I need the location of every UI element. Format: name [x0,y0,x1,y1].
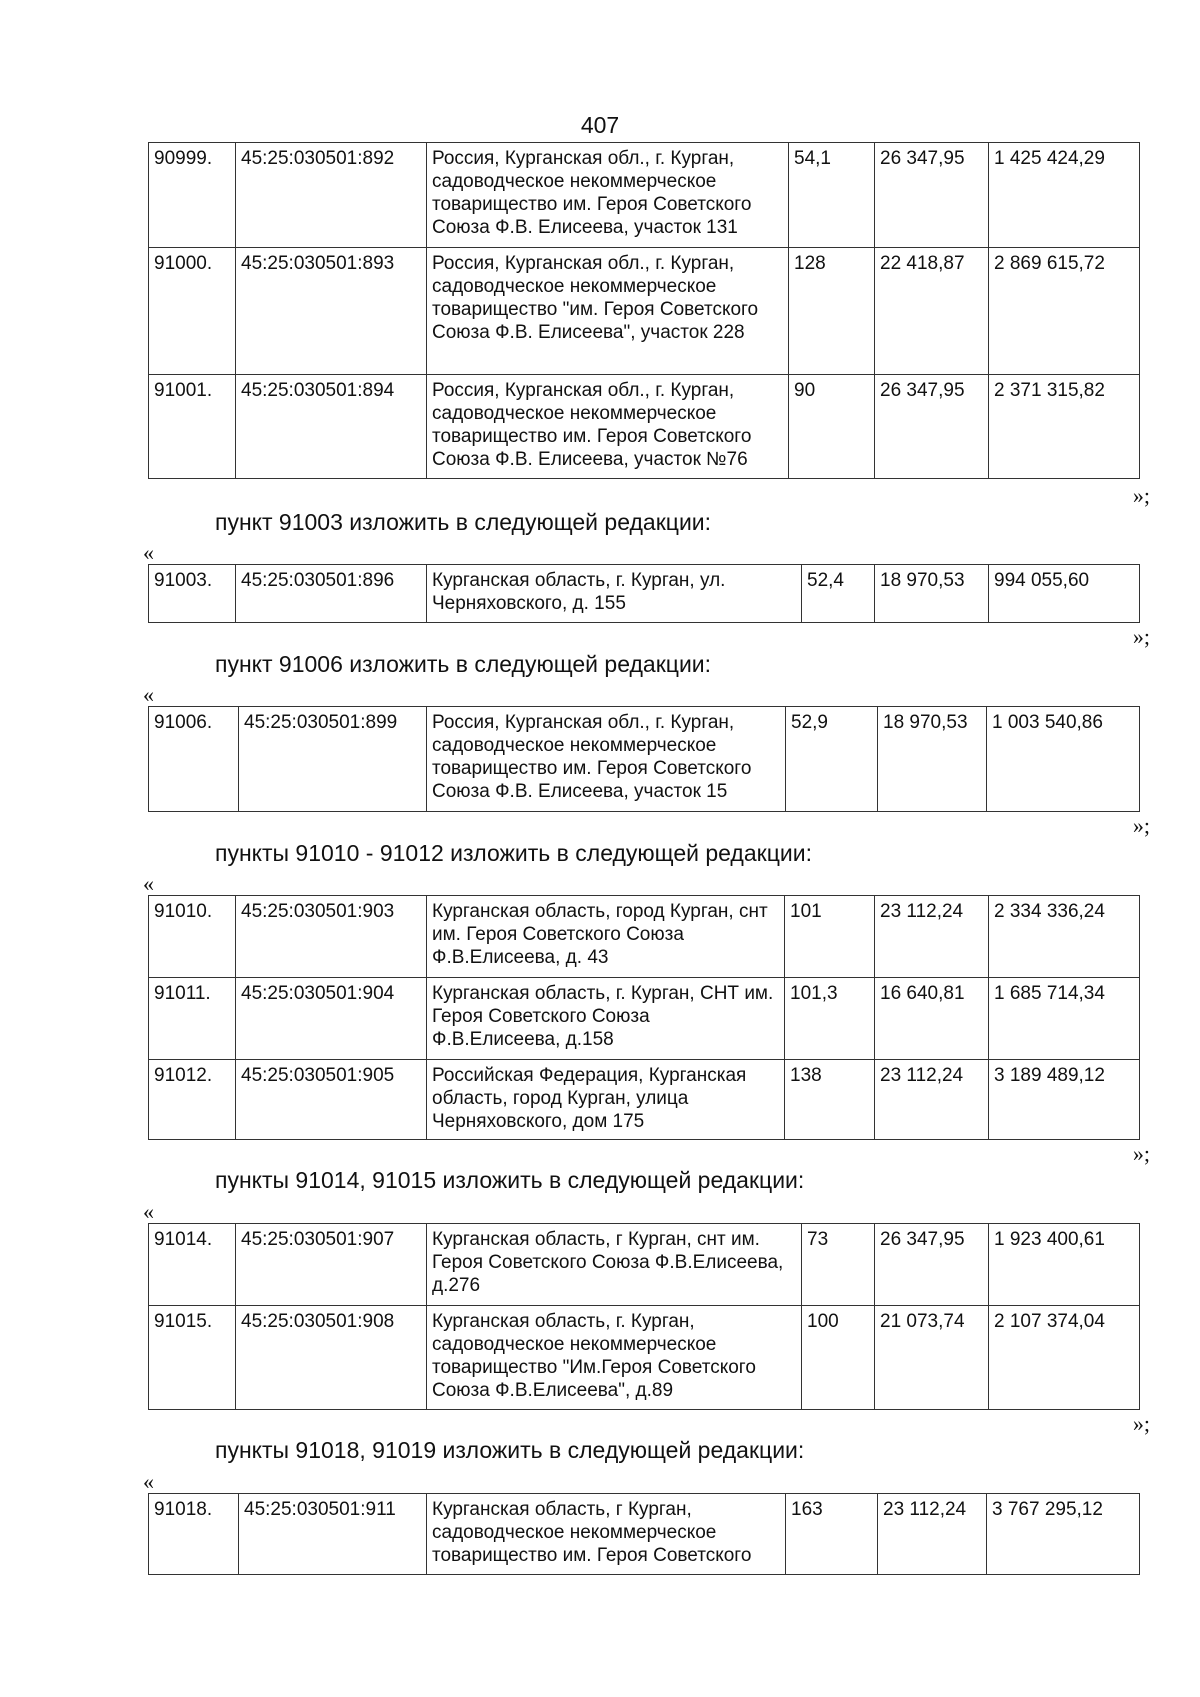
property-table-5 [148,1223,1140,1410]
cell-rate: 22 418,87 [875,248,989,375]
cell-rate: 16 640,81 [875,978,989,1060]
cell-value: 1 003 540,86 [987,707,1140,812]
property-table-6 [148,1493,1140,1575]
cell-rate: 26 347,95 [875,143,989,248]
cell-address: Россия, Курганская обл., г. Курган, садоводческое некоммерческое товарищество "им. Героя Советского Союза Ф.В. Елисеева", участок 228 [427,248,789,375]
cell-rate: 26 347,95 [875,375,989,479]
cell-area: 52,4 [802,565,875,623]
cell-value: 994 055,60 [989,565,1140,623]
opening-quote: « [143,1469,154,1494]
cell-cadastral: 45:25:030501:894 [236,375,427,479]
table-row [149,248,1140,375]
page-number: 407 [580,112,620,138]
cell-address: Россия, Курганская обл., г. Курган, садоводческое некоммерческое товарищество им. Героя Советского Союза Ф.В. Елисеева, участок №76 [427,375,789,479]
cell-rate: 18 970,53 [878,707,987,812]
amendment-instruction: пункты 91014, 91015 изложить в следующей редакции: [215,1167,805,1193]
cell-number: 91003. [149,565,236,623]
table-row [149,896,1140,978]
cell-area: 101,3 [785,978,875,1060]
closing-quote: »; [1132,1411,1150,1436]
cell-address: Курганская область, г. Курган, ул. Черняховского, д. 155 [427,565,802,623]
cell-cadastral: 45:25:030501:907 [236,1224,427,1306]
table-row [149,1060,1140,1140]
cell-rate: 23 112,24 [878,1494,987,1575]
cell-cadastral: 45:25:030501:893 [236,248,427,375]
table-row [149,1306,1140,1410]
closing-quote: »; [1132,483,1150,508]
property-table-3 [148,706,1140,812]
cell-value: 2 371 315,82 [989,375,1140,479]
table-row [149,707,1140,812]
cell-number: 91006. [149,707,239,812]
cell-value: 2 869 615,72 [989,248,1140,375]
opening-quote: « [143,540,154,565]
property-table-1 [148,142,1140,479]
cell-number: 91015. [149,1306,236,1410]
cell-rate: 23 112,24 [875,896,989,978]
cell-number: 91012. [149,1060,236,1140]
table-row [149,375,1140,479]
cell-rate: 23 112,24 [875,1060,989,1140]
closing-quote: »; [1132,624,1150,649]
cell-cadastral: 45:25:030501:905 [236,1060,427,1140]
amendment-instruction: пункты 91010 - 91012 изложить в следующей редакции: [215,840,812,866]
cell-area: 138 [785,1060,875,1140]
closing-quote: »; [1132,813,1150,838]
cell-value: 1 685 714,34 [989,978,1140,1060]
cell-address: Курганская область, г. Курган, садоводческое некоммерческое товарищество "Им.Героя Советского Союза Ф.В.Елисеева", д.89 [427,1306,802,1410]
cell-cadastral: 45:25:030501:892 [236,143,427,248]
table-row [149,1494,1140,1575]
cell-area: 90 [789,375,875,479]
opening-quote: « [143,1199,154,1224]
cell-address: Россия, Курганская обл., г. Курган, садоводческое некоммерческое товарищество им. Героя Советского Союза Ф.В. Елисеева, участок 15 [427,707,786,812]
table-row [149,565,1140,623]
cell-area: 73 [802,1224,875,1306]
property-table-4 [148,895,1140,1140]
opening-quote: « [143,682,154,707]
cell-address: Курганская область, г Курган, садоводческое некоммерческое товарищество им. Героя Советского [427,1494,786,1575]
cell-number: 91014. [149,1224,236,1306]
cell-number: 91011. [149,978,236,1060]
cell-number: 91000. [149,248,236,375]
cell-number: 91010. [149,896,236,978]
cell-value: 2 107 374,04 [989,1306,1140,1410]
cell-value: 3 189 489,12 [989,1060,1140,1140]
cell-area: 163 [786,1494,878,1575]
cell-cadastral: 45:25:030501:896 [236,565,427,623]
cell-address: Курганская область, г. Курган, СНТ им. Героя Советского Союза Ф.В.Елисеева, д.158 [427,978,785,1060]
cell-value: 1 425 424,29 [989,143,1140,248]
closing-quote: »; [1132,1141,1150,1166]
amendment-instruction: пункт 91006 изложить в следующей редакции: [215,651,712,677]
cell-area: 101 [785,896,875,978]
cell-cadastral: 45:25:030501:904 [236,978,427,1060]
cell-number: 91001. [149,375,236,479]
cell-number: 91018. [149,1494,239,1575]
cell-cadastral: 45:25:030501:908 [236,1306,427,1410]
cell-area: 54,1 [789,143,875,248]
amendment-instruction: пункты 91018, 91019 изложить в следующей редакции: [215,1437,805,1463]
cell-value: 3 767 295,12 [987,1494,1140,1575]
opening-quote: « [143,871,154,896]
cell-cadastral: 45:25:030501:911 [239,1494,427,1575]
cell-area: 100 [802,1306,875,1410]
cell-number: 90999. [149,143,236,248]
cell-address: Курганская область, г Курган, снт им. Героя Советского Союза Ф.В.Елисеева, д.276 [427,1224,802,1306]
table-row [149,143,1140,248]
cell-cadastral: 45:25:030501:899 [239,707,427,812]
table-row [149,1224,1140,1306]
cell-address: Курганская область, город Курган, снт им. Героя Советского Союза Ф.В.Елисеева, д. 43 [427,896,785,978]
property-table-2 [148,564,1140,623]
cell-address: Российская Федерация, Курганская область, город Курган, улица Черняховского, дом 175 [427,1060,785,1140]
cell-address: Россия, Курганская обл., г. Курган, садоводческое некоммерческое товарищество им. Героя Советского Союза Ф.В. Елисеева, участок 131 [427,143,789,248]
cell-area: 52,9 [786,707,878,812]
cell-rate: 18 970,53 [875,565,989,623]
cell-cadastral: 45:25:030501:903 [236,896,427,978]
cell-area: 128 [789,248,875,375]
table-row [149,978,1140,1060]
cell-rate: 26 347,95 [875,1224,989,1306]
amendment-instruction: пункт 91003 изложить в следующей редакции: [215,509,712,535]
cell-value: 1 923 400,61 [989,1224,1140,1306]
cell-value: 2 334 336,24 [989,896,1140,978]
cell-rate: 21 073,74 [875,1306,989,1410]
